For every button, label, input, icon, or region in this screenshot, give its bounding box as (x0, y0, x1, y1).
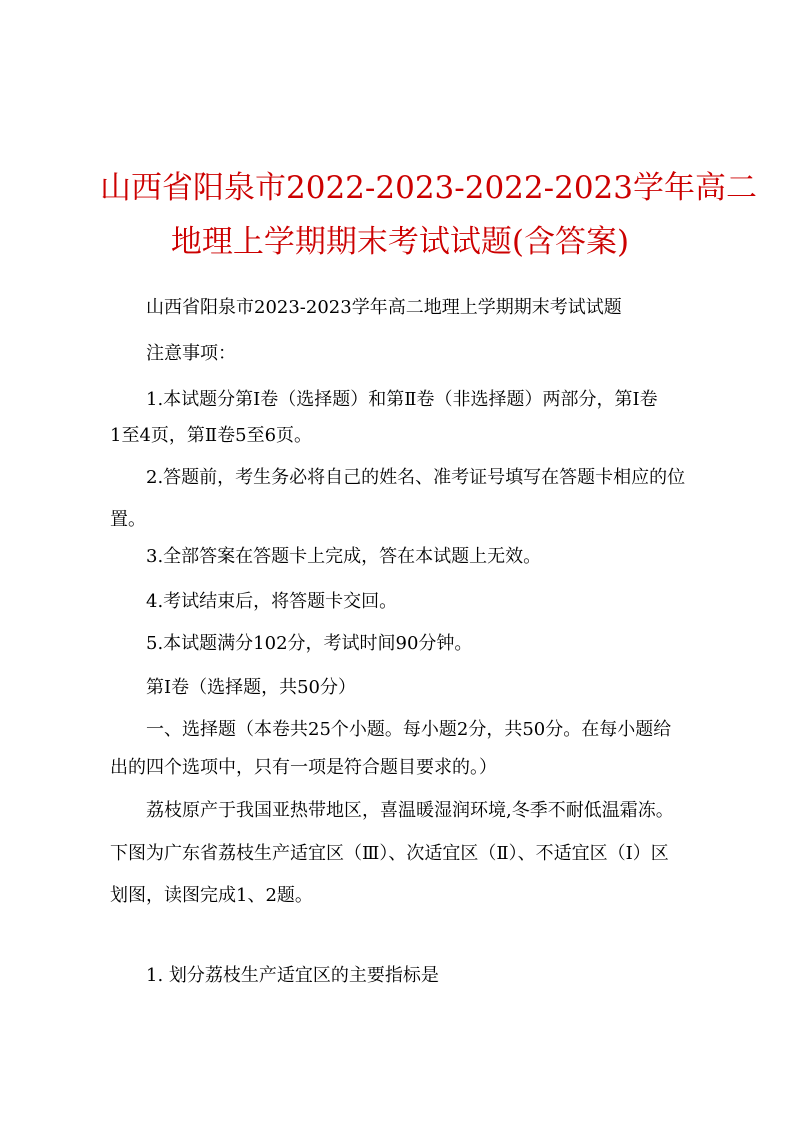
section-instructions-cont: 出的四个选项中，只有一项是符合题目要求的。） (110, 757, 497, 778)
exam-subtitle: 山西省阳泉市2023-2023学年高二地理上学期期末考试试题 (146, 297, 622, 318)
notice-item-3: 3.全部答案在答题卡上完成，答在本试题上无效。 (146, 546, 542, 567)
question-stem-2: 下图为广东省荔枝生产适宜区（Ⅲ）、次适宜区（Ⅱ）、不适宜区（Ⅰ）区 (110, 843, 669, 864)
question-stem-3: 划图，读图完成1、2题。 (110, 885, 313, 906)
notice-item-5: 5.本试题满分102分，考试时间90分钟。 (146, 633, 473, 654)
section-heading: 第Ⅰ卷（选择题，共50分） (146, 677, 357, 698)
notice-item-4: 4.考试结束后，将答题卡交回。 (146, 591, 398, 612)
notice-item-2-cont: 置。 (110, 509, 146, 530)
document-title-line-2: 地理上学期期末考试试题(含答案) (170, 224, 630, 260)
notice-item-1: 1.本试题分第Ⅰ卷（选择题）和第Ⅱ卷（非选择题）两部分，第Ⅰ卷 (146, 389, 658, 410)
notice-heading: 注意事项： (146, 343, 236, 364)
question-stem-1: 荔枝原产于我国亚热带地区，喜温暖湿润环境,冬季不耐低温霜冻。 (146, 800, 674, 821)
section-instructions: 一、选择题（本卷共25个小题。每小题2分，共50分。在每小题给 (146, 719, 672, 740)
question-1: 1. 划分荔枝生产适宜区的主要指标是 (146, 965, 439, 986)
notice-item-2: 2.答题前，考生务必将自己的姓名、准考证号填写在答题卡相应的位 (146, 467, 686, 488)
notice-item-1-cont: 1至4页，第Ⅱ卷5至6页。 (110, 425, 313, 446)
document-title-line-1: 山西省阳泉市2022-2023-2022-2023学年高二 (100, 170, 757, 206)
